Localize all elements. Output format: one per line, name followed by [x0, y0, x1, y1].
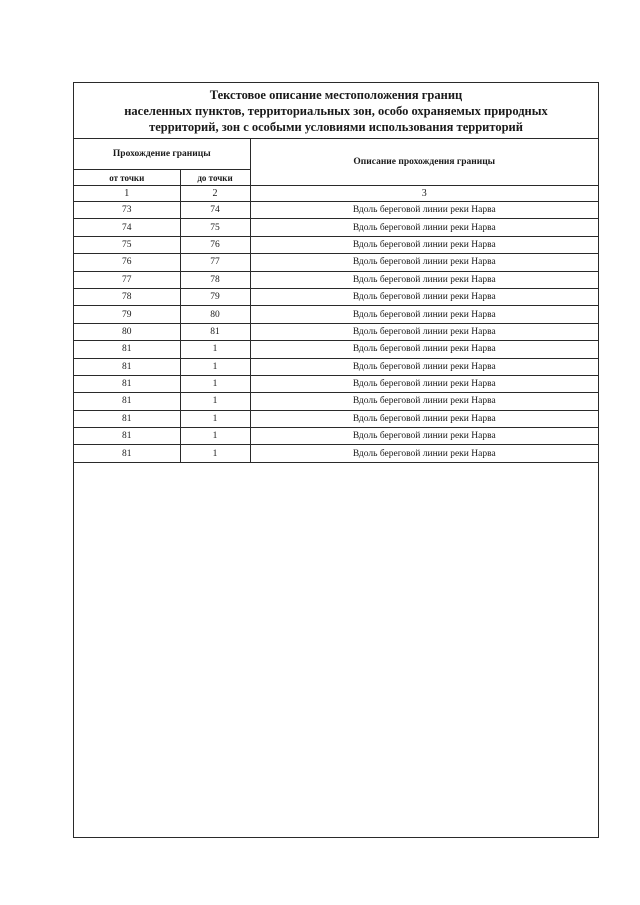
table-row [74, 288, 598, 305]
table-row [74, 306, 598, 323]
cell-from-point: 75 [74, 236, 180, 253]
cell-to-point: 81 [180, 323, 250, 340]
cell-description: Вдоль береговой линии реки Нарва [250, 323, 598, 340]
cell-to-point: 1 [180, 341, 250, 358]
cell-description: Вдоль береговой линии реки Нарва [250, 428, 598, 445]
cell-to-point: 78 [180, 271, 250, 288]
cell-description: Вдоль береговой линии реки Нарва [250, 202, 598, 219]
cell-description: Вдоль береговой линии реки Нарва [250, 341, 598, 358]
header-to-point: до точки [180, 170, 250, 186]
cell-description: Вдоль береговой линии реки Нарва [250, 288, 598, 305]
cell-to-point: 1 [180, 428, 250, 445]
cell-from-point: 81 [74, 428, 180, 445]
cell-from-point: 81 [74, 410, 180, 427]
cell-from-point: 74 [74, 219, 180, 236]
header-from-point: от точки [74, 170, 180, 186]
header-boundary-passage: Прохождение границы [74, 139, 250, 170]
table-body [74, 202, 598, 463]
cell-description: Вдоль береговой линии реки Нарва [250, 254, 598, 271]
table-row [74, 323, 598, 340]
cell-description: Вдоль береговой линии реки Нарва [250, 393, 598, 410]
table-row [74, 375, 598, 392]
table-row [74, 445, 598, 462]
cell-description: Вдоль береговой линии реки Нарва [250, 375, 598, 392]
cell-description: Вдоль береговой линии реки Нарва [250, 219, 598, 236]
table-row [74, 271, 598, 288]
boundary-table [74, 139, 598, 463]
title-line-1: Текстовое описание местоположения границ [209, 87, 463, 102]
cell-from-point: 81 [74, 393, 180, 410]
cell-from-point: 80 [74, 323, 180, 340]
cell-to-point: 1 [180, 358, 250, 375]
cell-description: Вдоль береговой линии реки Нарва [250, 358, 598, 375]
cell-to-point: 1 [180, 393, 250, 410]
cell-from-point: 73 [74, 202, 180, 219]
cell-to-point: 79 [180, 288, 250, 305]
cell-to-point: 1 [180, 375, 250, 392]
cell-to-point: 76 [180, 236, 250, 253]
cell-description: Вдоль береговой линии реки Нарва [250, 410, 598, 427]
table-row [74, 393, 598, 410]
cell-from-point: 78 [74, 288, 180, 305]
table-row [74, 341, 598, 358]
cell-from-point: 76 [74, 254, 180, 271]
table-row [74, 254, 598, 271]
cell-to-point: 1 [180, 445, 250, 462]
table-row [74, 410, 598, 427]
cell-description: Вдоль береговой линии реки Нарва [250, 306, 598, 323]
cell-from-point: 79 [74, 306, 180, 323]
cell-to-point: 80 [180, 306, 250, 323]
column-number-1: 1 [74, 186, 180, 202]
table-row [74, 428, 598, 445]
table-row [74, 236, 598, 253]
cell-description: Вдоль береговой линии реки Нарва [250, 445, 598, 462]
document-frame [73, 82, 599, 838]
title-line-2: населенных пунктов, территориальных зон, особо охраняемых природных [124, 103, 548, 118]
title-line-3: территорий, зон с особыми условиями использования территорий [149, 119, 523, 134]
cell-to-point: 74 [180, 202, 250, 219]
column-number-2: 2 [180, 186, 250, 202]
cell-from-point: 81 [74, 445, 180, 462]
cell-from-point: 81 [74, 341, 180, 358]
cell-description: Вдоль береговой линии реки Нарва [250, 236, 598, 253]
table-row [74, 219, 598, 236]
cell-to-point: 1 [180, 410, 250, 427]
document-title [74, 83, 598, 139]
table-row [74, 202, 598, 219]
cell-to-point: 77 [180, 254, 250, 271]
cell-from-point: 81 [74, 375, 180, 392]
cell-to-point: 75 [180, 219, 250, 236]
cell-description: Вдоль береговой линии реки Нарва [250, 271, 598, 288]
header-description: Описание прохождения границы [250, 139, 598, 186]
table-row [74, 358, 598, 375]
cell-from-point: 77 [74, 271, 180, 288]
cell-from-point: 81 [74, 358, 180, 375]
column-number-3: 3 [250, 186, 598, 202]
